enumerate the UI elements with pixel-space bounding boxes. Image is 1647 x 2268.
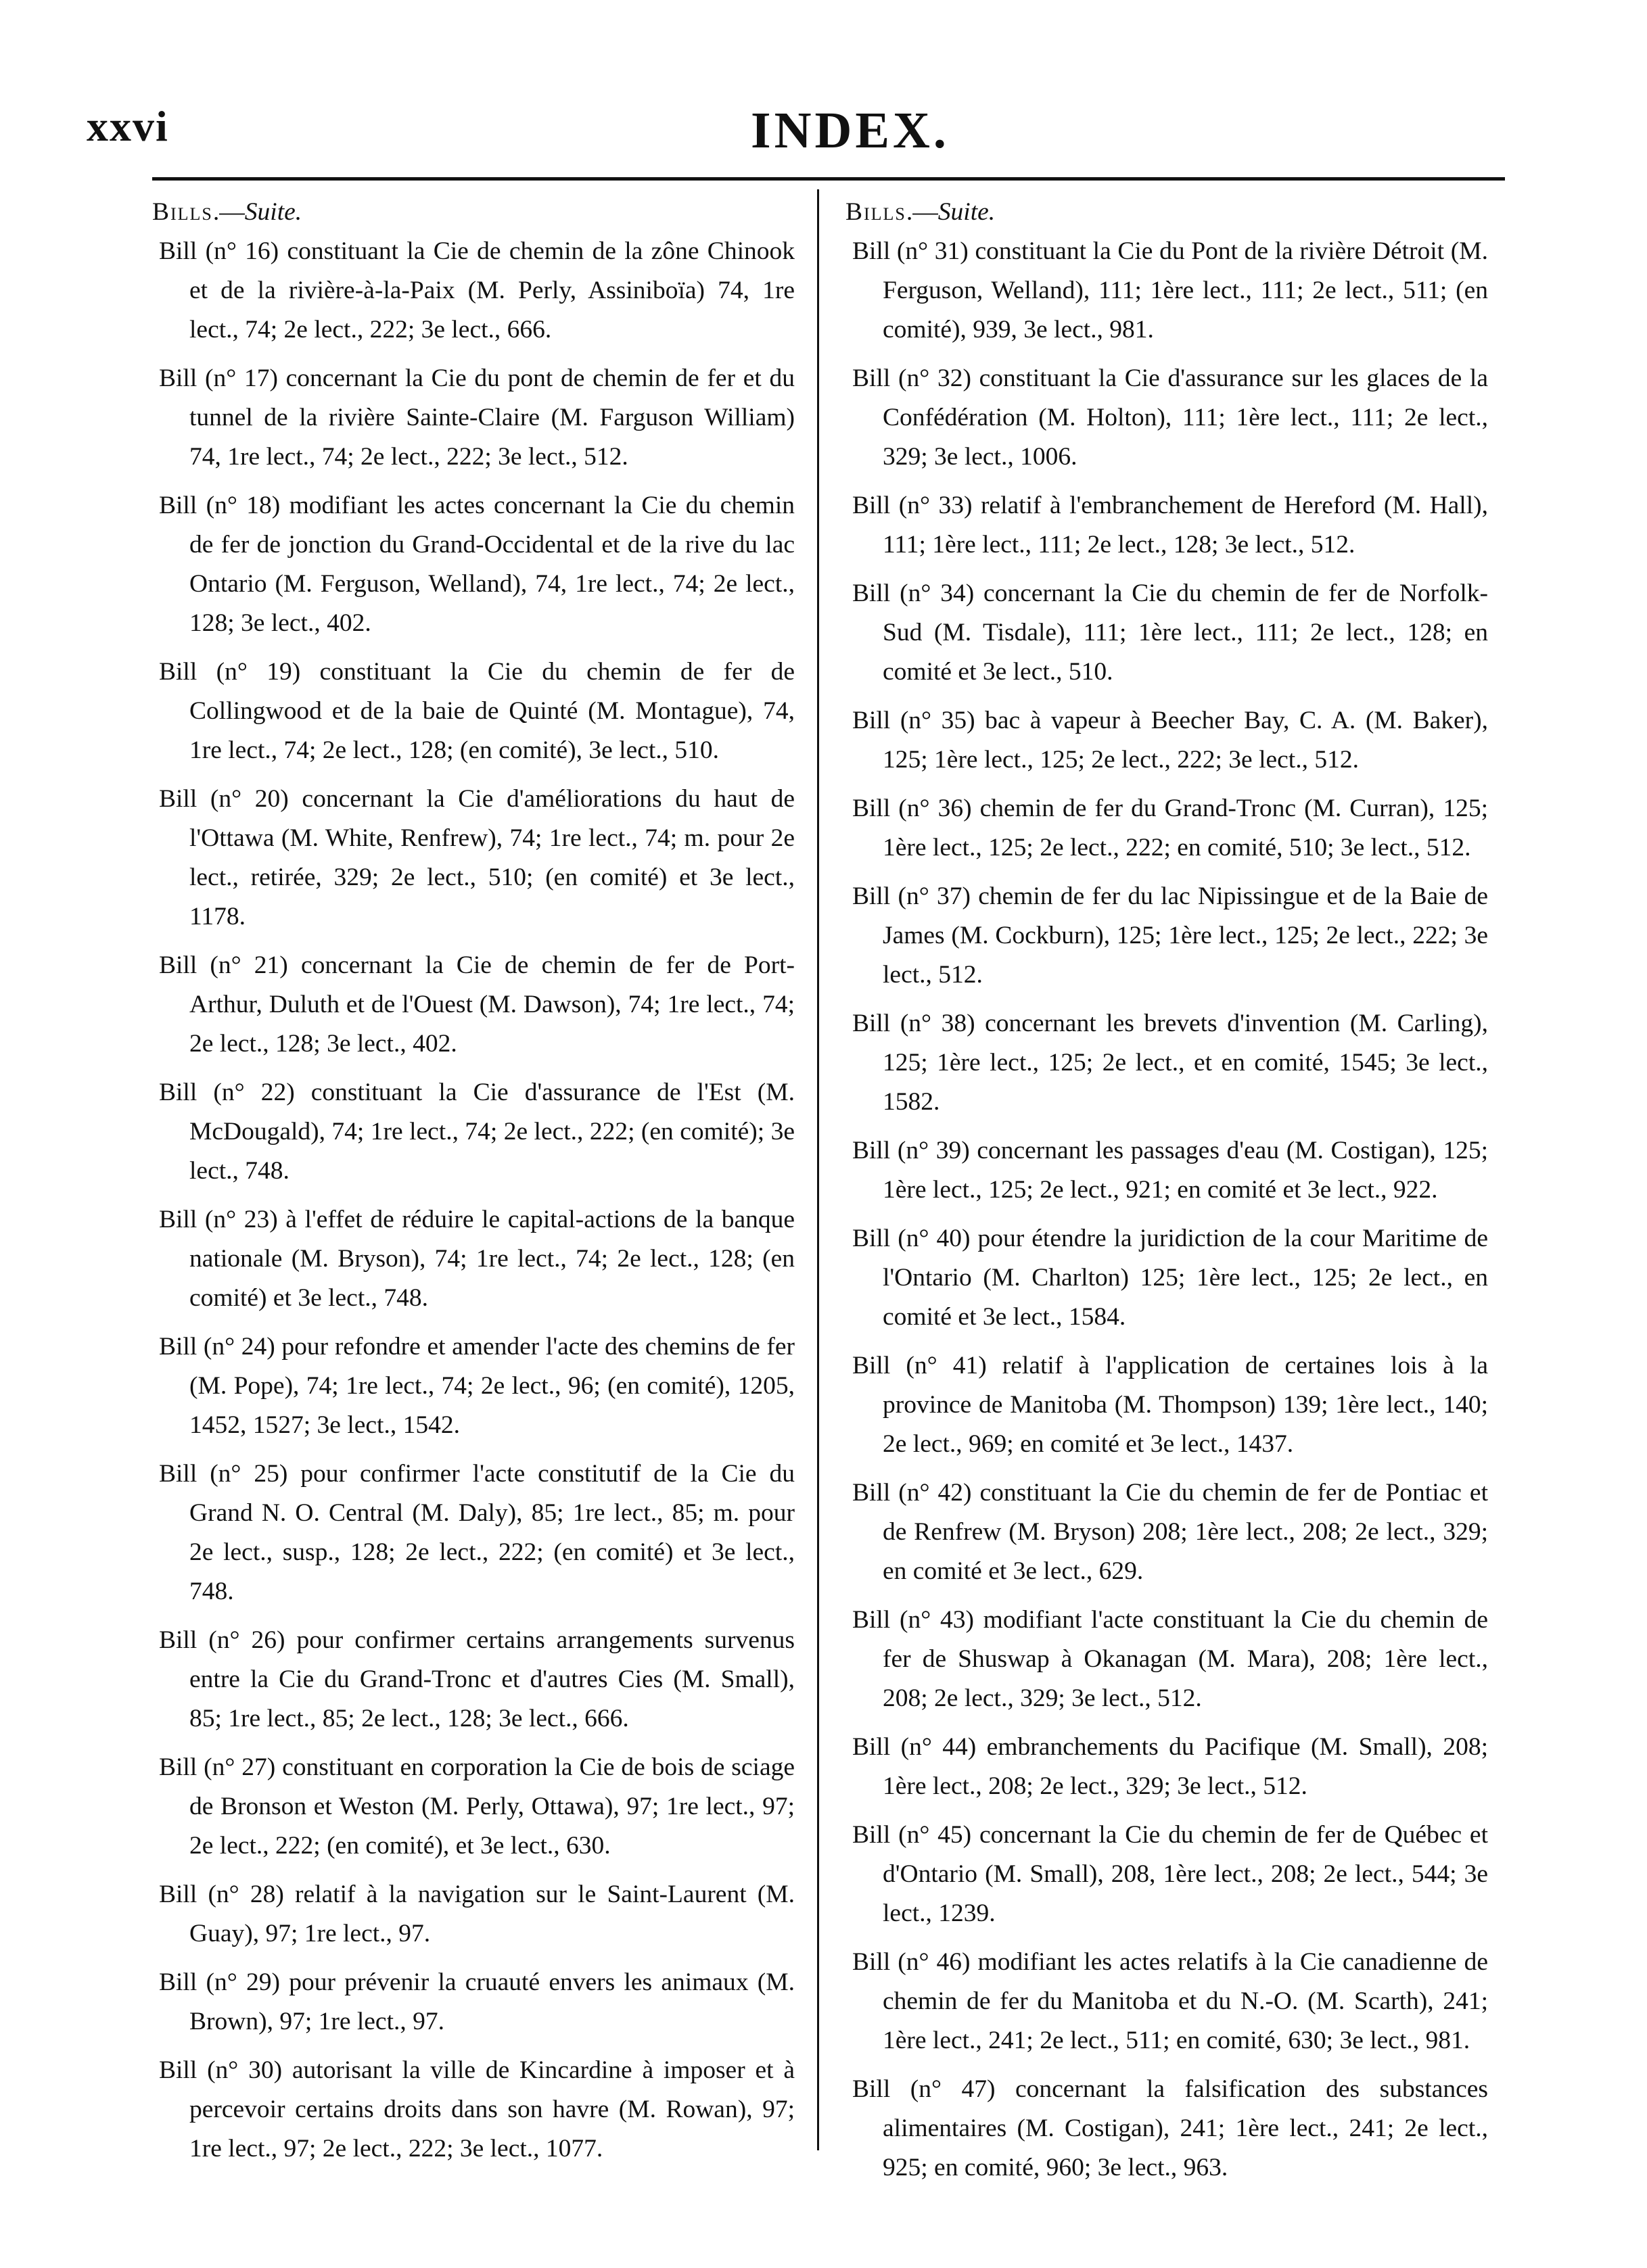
- index-entry: Bill (n° 20) concernant la Cie d'améliorations du haut de l'Ottawa (M. White, Renfrew), 74; 1re lect., 74; m. pour 2e lect., retirée, 329; 2e lect., 510; (en comité) et 3e lect., 1178.: [159, 785, 795, 930]
- index-entry: Bill (n° 33) relatif à l'embranchement de Hereford (M. Hall), 111; 1ère lect., 111; 2e lect., 128; 3e lect., 512.: [852, 492, 1488, 559]
- index-entry: Bill (n° 43) modifiant l'acte constituant la Cie du chemin de fer de Shuswap à Okanagan (M. Mara), 208; 1ère lect., 208; 2e lect., 329; 3e lect., 512.: [852, 1606, 1488, 1712]
- index-entry: Bill (n° 16) constituant la Cie de chemin de la zône Chinook et de la rivière-à-la-Paix (M. Perly, Assiniboïa) 74, 1re lect., 74; 2e lect., 222; 3e lect., 666.: [159, 237, 795, 344]
- index-entry: Bill (n° 26) pour confirmer certains arrangements survenus entre la Cie du Grand-Tronc et d'autres Cies (M. Small), 85; 1re lect., 85; 2e lect., 128; 3e lect., 666.: [159, 1626, 795, 1732]
- index-entry: Bill (n° 38) concernant les brevets d'invention (M. Carling), 125; 1ère lect., 125; 2e lect., et en comité, 1545; 3e lect., 1582.: [852, 1010, 1488, 1116]
- index-entry: Bill (n° 28) relatif à la navigation sur le Saint-Laurent (M. Guay), 97; 1re lect., 97.: [159, 1881, 795, 1947]
- index-entry: Bill (n° 41) relatif à l'application de certaines lois à la province de Manitoba (M. Thompson) 139; 1ère lect., 140; 2e lect., 969; en comité et 3e lect., 1437.: [852, 1352, 1488, 1458]
- index-entry: Bill (n° 19) constituant la Cie du chemin de fer de Collingwood et de la baie de Quinté (M. Montague), 74, 1re lect., 74; 2e lect., 128; (en comité), 3e lect., 510.: [159, 658, 795, 764]
- index-entry: Bill (n° 39) concernant les passages d'eau (M. Costigan), 125; 1ère lect., 125; 2e lect., 921; en comité et 3e lect., 922.: [852, 1137, 1488, 1204]
- index-entry: Bill (n° 36) chemin de fer du Grand-Tronc (M. Curran), 125; 1ère lect., 125; 2e lect., 222; en comité, 510; 3e lect., 512.: [852, 795, 1488, 861]
- section-heading-bills: [845, 193, 1488, 232]
- index-entry: Bill (n° 18) modifiant les actes concernant la Cie du chemin de fer de jonction du Grand-Occidental et de la rive du lac Ontario (M. Ferguson, Welland), 74, 1re lect., 74; 2e lect., 128; 3e lect., 402.: [159, 492, 795, 637]
- column-divider: [817, 189, 819, 2150]
- index-entry: Bill (n° 45) concernant la Cie du chemin de fer de Québec et d'Ontario (M. Small), 208, 1ère lect., 208; 2e lect., 544; 3e lect., 1239.: [852, 1821, 1488, 1927]
- index-entry: Bill (n° 44) embranchements du Pacifique (M. Small), 208; 1ère lect., 208; 2e lect., 329; 3e lect., 512.: [852, 1733, 1488, 1800]
- right-column: [845, 193, 1488, 2197]
- index-entry: Bill (n° 46) modifiant les actes relatifs à la Cie canadienne de chemin de fer du Manitoba et du N.-O. (M. Scarth), 241; 1ère lect., 241; 2e lect., 511; en comité, 630; 3e lect., 981.: [852, 1948, 1488, 2054]
- index-entry: Bill (n° 22) constituant la Cie d'assurance de l'Est (M. McDougald), 74; 1re lect., 74; 2e lect., 222; (en comité); 3e lect., 748.: [159, 1079, 795, 1185]
- index-entry: Bill (n° 29) pour prévenir la cruauté envers les animaux (M. Brown), 97; 1re lect., 97.: [159, 1968, 795, 2035]
- left-column: [152, 193, 795, 2178]
- section-heading-suite: Suite.: [937, 198, 996, 226]
- index-entry: Bill (n° 40) pour étendre la juridiction de la cour Maritime de l'Ontario (M. Charlton) 125; 1ère lect., 125; 2e lect., en comité et 3e lect., 1584.: [852, 1225, 1488, 1331]
- index-entry: Bill (n° 17) concernant la Cie du pont de chemin de fer et du tunnel de la rivière Sainte-Claire (M. Farguson William) 74, 1re lect., 74; 2e lect., 222; 3e lect., 512.: [159, 364, 795, 471]
- index-entry: Bill (n° 42) constituant la Cie du chemin de fer de Pontiac et de Renfrew (M. Bryson) 208; 1ère lect., 208; 2e lect., 329; en comité et 3e lect., 629.: [852, 1479, 1488, 1585]
- index-entry: Bill (n° 32) constituant la Cie d'assurance sur les glaces de la Confédération (M. Holton), 111; 1ère lect., 111; 2e lect., 329; 3e lect., 1006.: [852, 364, 1488, 471]
- section-heading-suffix: .—: [212, 198, 245, 226]
- page-header: [0, 0, 1647, 183]
- index-entry: Bill (n° 35) bac à vapeur à Beecher Bay, C. A. (M. Baker), 125; 1ère lect., 125; 2e lect., 222; 3e lect., 512.: [852, 707, 1488, 774]
- index-entry: Bill (n° 24) pour refondre et amender l'acte des chemins de fer (M. Pope), 74; 1re lect., 74; 2e lect., 96; (en comité), 1205, 1452, 1527; 3e lect., 1542.: [159, 1333, 795, 1439]
- section-heading-bills: [152, 193, 795, 232]
- section-heading-suite: Suite.: [244, 198, 302, 226]
- section-heading-label: Bills: [152, 198, 213, 226]
- section-heading-label: Bills: [845, 198, 906, 226]
- page-title: INDEX.: [751, 102, 950, 159]
- index-entry: Bill (n° 34) concernant la Cie du chemin de fer de Norfolk-Sud (M. Tisdale), 111; 1ère lect., 111; 2e lect., 128; en comité et 3e lect., 510.: [852, 580, 1488, 686]
- header-rule: [152, 177, 1505, 181]
- index-entry: Bill (n° 31) constituant la Cie du Pont de la rivière Détroit (M. Ferguson, Welland), 111; 1ère lect., 111; 2e lect., 511; (en comité), 939, 3e lect., 981.: [852, 237, 1488, 344]
- index-entry: Bill (n° 23) à l'effet de réduire le capital-actions de la banque nationale (M. Bryson), 74; 1re lect., 74; 2e lect., 128; (en comité) et 3e lect., 748.: [159, 1206, 795, 1312]
- page-number: xxvi: [87, 102, 169, 150]
- index-entry: Bill (n° 30) autorisant la ville de Kincardine à imposer et à percevoir certains droits dans son havre (M. Rowan), 97; 1re lect., 97; 2e lect., 222; 3e lect., 1077.: [159, 2056, 795, 2163]
- index-entry: Bill (n° 27) constituant en corporation la Cie de bois de sciage de Bronson et Weston (M. Perly, Ottawa), 97; 1re lect., 97; 2e lect., 222; (en comité), et 3e lect., 630.: [159, 1753, 795, 1860]
- section-heading-suffix: .—: [906, 198, 938, 226]
- index-entry: Bill (n° 21) concernant la Cie de chemin de fer de Port-Arthur, Duluth et de l'Ouest (M. Dawson), 74; 1re lect., 74; 2e lect., 128; 3e lect., 402.: [159, 951, 795, 1058]
- index-entry: Bill (n° 47) concernant la falsification des substances alimentaires (M. Costigan), 241; 1ère lect., 241; 2e lect., 925; en comité, 960; 3e lect., 963.: [852, 2075, 1488, 2181]
- index-entry: Bill (n° 25) pour confirmer l'acte constitutif de la Cie du Grand N. O. Central (M. Daly), 85; 1re lect., 85; m. pour 2e lect., susp., 128; 2e lect., 222; (en comité) et 3e lect., 748.: [159, 1460, 795, 1605]
- index-entry: Bill (n° 37) chemin de fer du lac Nipissingue et de la Baie de James (M. Cockburn), 125; 1ère lect., 125; 2e lect., 222; 3e lect., 512.: [852, 882, 1488, 989]
